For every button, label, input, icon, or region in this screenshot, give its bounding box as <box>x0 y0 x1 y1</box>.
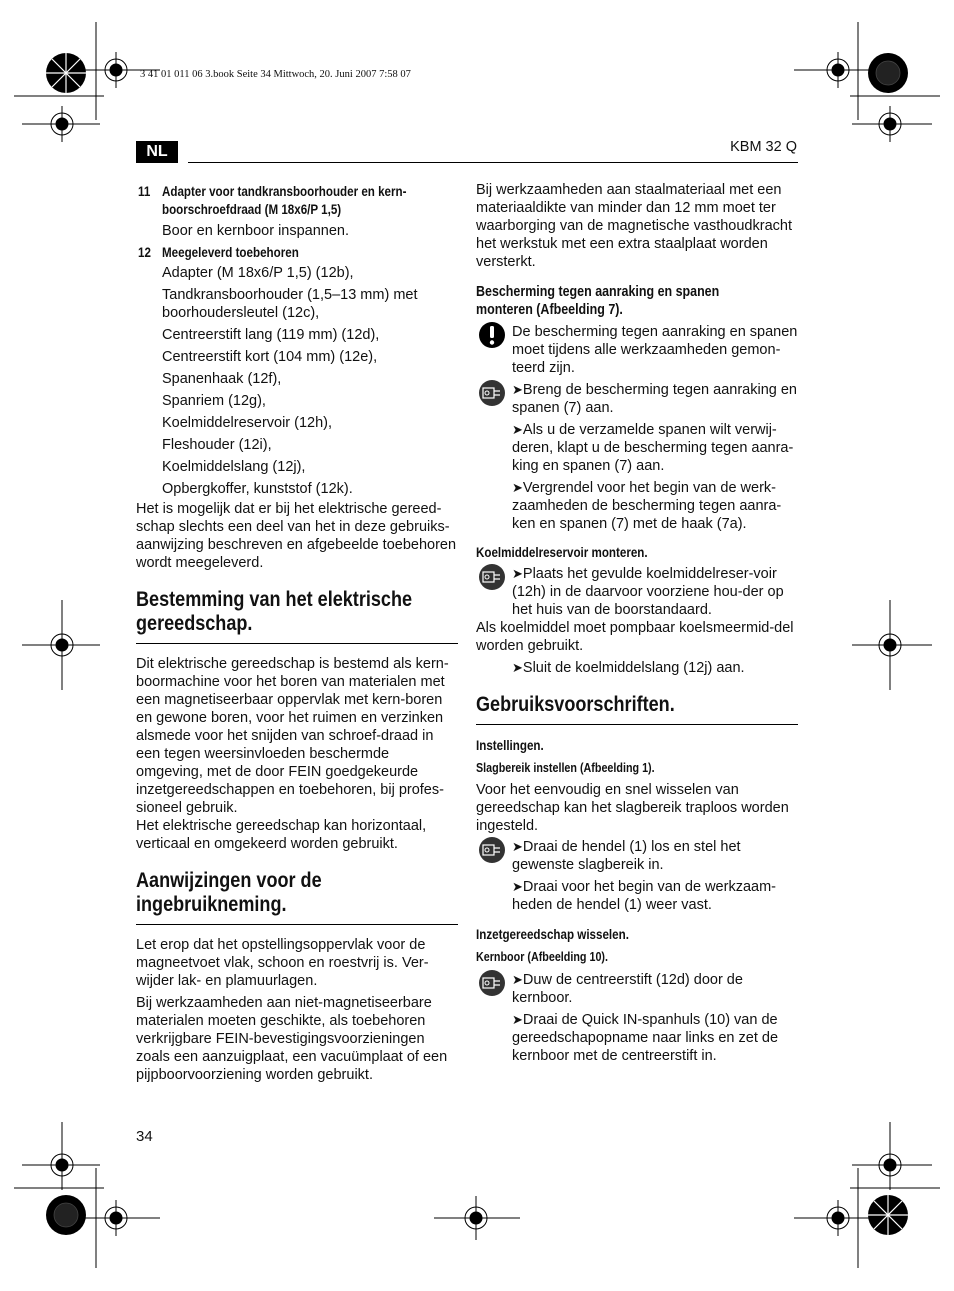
step-text: Vergrendel voor het begin van de werk-zaamheden de bescherming tegen aanra-ken en spanen (7) met de haak (7a). <box>512 480 782 532</box>
list-item: Centreerstift lang (119 mm) (12d), <box>162 327 380 343</box>
action-step <box>476 381 798 417</box>
instruction-hand-icon <box>478 379 506 407</box>
arrow-icon: ➤ <box>512 422 523 437</box>
heading-instellingen-text: Instellingen. <box>476 738 544 753</box>
staal-paragraph: Bij werkzaamheden aan staalmateriaal met een materiaaldikte van minder dan 12 mm moet ter waarborging van de magnetische vasthoudkracht het werkstuk met een extra staalplaat worden versterkt. <box>476 182 792 270</box>
list-item: Fleshouder (12i), <box>162 437 272 453</box>
arrow-icon: ➤ <box>512 839 523 854</box>
action-step <box>476 565 798 619</box>
aanwijzingen-paragraph: Let erop dat het opstellingsoppervlak voor de magneetvoet vlak, schoon en roestvrij is. Ver-wijder lak- en plamuurlagen. <box>136 937 429 989</box>
step-text: Breng de bescherming tegen aanraking en spanen (7) aan. <box>512 382 797 416</box>
print-info: 3 41 01 011 06 3.book Seite 34 Mittwoch, 20. Juni 2007 7:58 07 <box>140 69 411 80</box>
list-item: Tandkransboorhouder (1,5–13 mm) met <box>162 287 418 303</box>
slagbereik-paragraph: Voor het eenvoudig en snel wisselen van gereedschap kan het slagbereik traploos worden ingesteld. <box>476 782 789 834</box>
step-text: Sluit de koelmiddelslang (12j) aan. <box>522 660 745 676</box>
list-item: Koelmiddelreservoir (12h), <box>162 415 333 431</box>
list-item: boorhoudersleutel (12c), <box>162 305 320 321</box>
step-text: Draai de Quick IN-spanhuls (10) van de gereedschapopname naar links en zet de kernboor met de centreerstift in. <box>512 1012 779 1064</box>
heading-bestemming-line2: gereedschap. <box>136 612 253 635</box>
heading-slagbereik <box>476 759 798 777</box>
accessory-note: Het is mogelijk dat er bij het elektrische gereed-schap slechts een deel van het in deze gebruiks-aanwijzing beschreven en afgebeelde toebehoren wordt meegeleverd. <box>136 501 457 571</box>
koelmiddel-paragraph: Als koelmiddel moet pompbaar koelsmeermid-del worden gebruikt. <box>476 620 794 654</box>
heading-gebruiksvoorschriften-text: Gebruiksvoorschriften. <box>476 693 675 716</box>
arrow-icon: ➤ <box>512 480 523 495</box>
item-12-number: 12 <box>138 245 151 260</box>
header-rule <box>188 162 798 163</box>
step-text: Als u de verzamelde spanen wilt verwij-deren, klapt u de bescherming tegen aanra-king en spanen (7) aan. <box>512 422 794 474</box>
item-11-title-line1: Adapter voor tandkransboorhouder en kern- <box>162 184 407 199</box>
heading-inzetgereedschap <box>476 926 798 944</box>
heading-gebruiksvoorschriften <box>476 693 798 725</box>
instruction-hand-icon <box>478 836 506 864</box>
list-item: Spanenhaak (12f), <box>162 371 282 387</box>
bestemming-paragraph-2: Het elektrische gereedschap kan horizontaal, verticaal en omgekeerd worden gebruikt. <box>136 818 427 852</box>
warning-text: De bescherming tegen aanraking en spanen moet tijdens alle werkzaamheden gemon-teerd zijn. <box>512 324 798 376</box>
heading-koelmiddel <box>476 544 798 562</box>
arrow-icon: ➤ <box>512 660 523 675</box>
heading-bescherming <box>476 283 798 319</box>
step-text: Draai de hendel (1) los en stel het gewenste slagbereik in. <box>512 839 741 873</box>
language-badge: NL <box>136 141 178 163</box>
heading-kernboor-text: Kernboor (Afbeelding 10). <box>476 950 608 964</box>
step-text: Duw de centreerstift (12d) door de kernboor. <box>512 972 743 1006</box>
aanwijzingen-paragraph-2: Bij werkzaamheden aan niet-magnetiseerbare materialen moeten geschikte, als toebehoren verkrijgbare FEIN-bevestigingsvoorzieningen zoals een aanzuigplaat, een vacuümplaat of een pijpboorvoorziening worden gebruikt. <box>136 995 448 1083</box>
model-name: KBM 32 Q <box>730 139 797 155</box>
heading-instellingen <box>476 737 798 755</box>
item-11-number: 11 <box>138 184 151 199</box>
accessory-list <box>136 264 458 498</box>
heading-koelmiddel-text: Koelmiddelreservoir monteren. <box>476 545 648 560</box>
heading-inzetgereedschap-text: Inzetgereedschap wisselen. <box>476 927 629 942</box>
heading-aanwijzingen-line1: Aanwijzingen voor de <box>136 869 322 892</box>
arrow-icon: ➤ <box>512 972 523 987</box>
item-11-heading <box>136 183 458 219</box>
item-12-title: Meegeleverd toebehoren <box>162 245 299 260</box>
warning-note <box>476 323 798 377</box>
list-item: Adapter (M 18x6/P 1,5) (12b), <box>162 265 354 281</box>
right-column <box>476 181 798 1065</box>
page-number: 34 <box>136 1128 153 1145</box>
heading-bestemming <box>136 588 458 644</box>
list-item: Spanriem (12g), <box>162 393 266 409</box>
list-item: Centreerstift kort (104 mm) (12e), <box>162 349 378 365</box>
arrow-icon: ➤ <box>512 1012 523 1027</box>
item-11-title-line2: boorschroefdraad (M 18x6/P 1,5) <box>162 202 342 217</box>
left-column <box>136 181 458 1084</box>
action-step <box>476 971 798 1007</box>
arrow-icon: ➤ <box>512 382 523 397</box>
warning-exclamation-icon <box>478 321 506 349</box>
bestemming-paragraph: Dit elektrische gereedschap is bestemd als kern-boormachine voor het boren van materialen met een magnetiseerbaar oppervlak met kern-boren en gewone boren, voor het ruimen en verzinken alsmede voor het snijden van schroef-draad in een tegen weersinvloeden beschermde omgeving, met de door FEIN goedgekeurde inzetgereedschappen en toebehoren, bij profes-sioneel gebruik. <box>136 656 449 816</box>
step-text: Draai voor het begin van de werkzaam-heden de hendel (1) weer vast. <box>512 879 776 913</box>
instruction-hand-icon <box>478 969 506 997</box>
heading-aanwijzingen <box>136 869 458 925</box>
item-11-text: Boor en kernboor inspannen. <box>162 223 350 239</box>
item-12-heading <box>136 244 458 262</box>
arrow-icon: ➤ <box>512 566 523 581</box>
heading-aanwijzingen-line2: ingebruikneming. <box>136 893 287 916</box>
heading-bestemming-line1: Bestemming van het elektrische <box>136 588 413 611</box>
heading-bescherming-line1: Bescherming tegen aanraking en spanen <box>476 284 720 300</box>
heading-bescherming-line2: monteren (Afbeelding 7). <box>476 302 623 318</box>
list-item: Opbergkoffer, kunststof (12k). <box>162 481 353 497</box>
list-item: Koelmiddelslang (12j), <box>162 459 306 475</box>
action-step <box>476 838 798 874</box>
step-text: Plaats het gevulde koelmiddelreser-voir (12h) in de daarvoor voorziene hou-der op het huis van de boorstandaard. <box>512 566 784 618</box>
heading-slagbereik-text: Slagbereik instellen (Afbeelding 1). <box>476 761 655 775</box>
heading-kernboor <box>476 948 798 966</box>
arrow-icon: ➤ <box>512 879 523 894</box>
instruction-hand-icon <box>478 563 506 591</box>
